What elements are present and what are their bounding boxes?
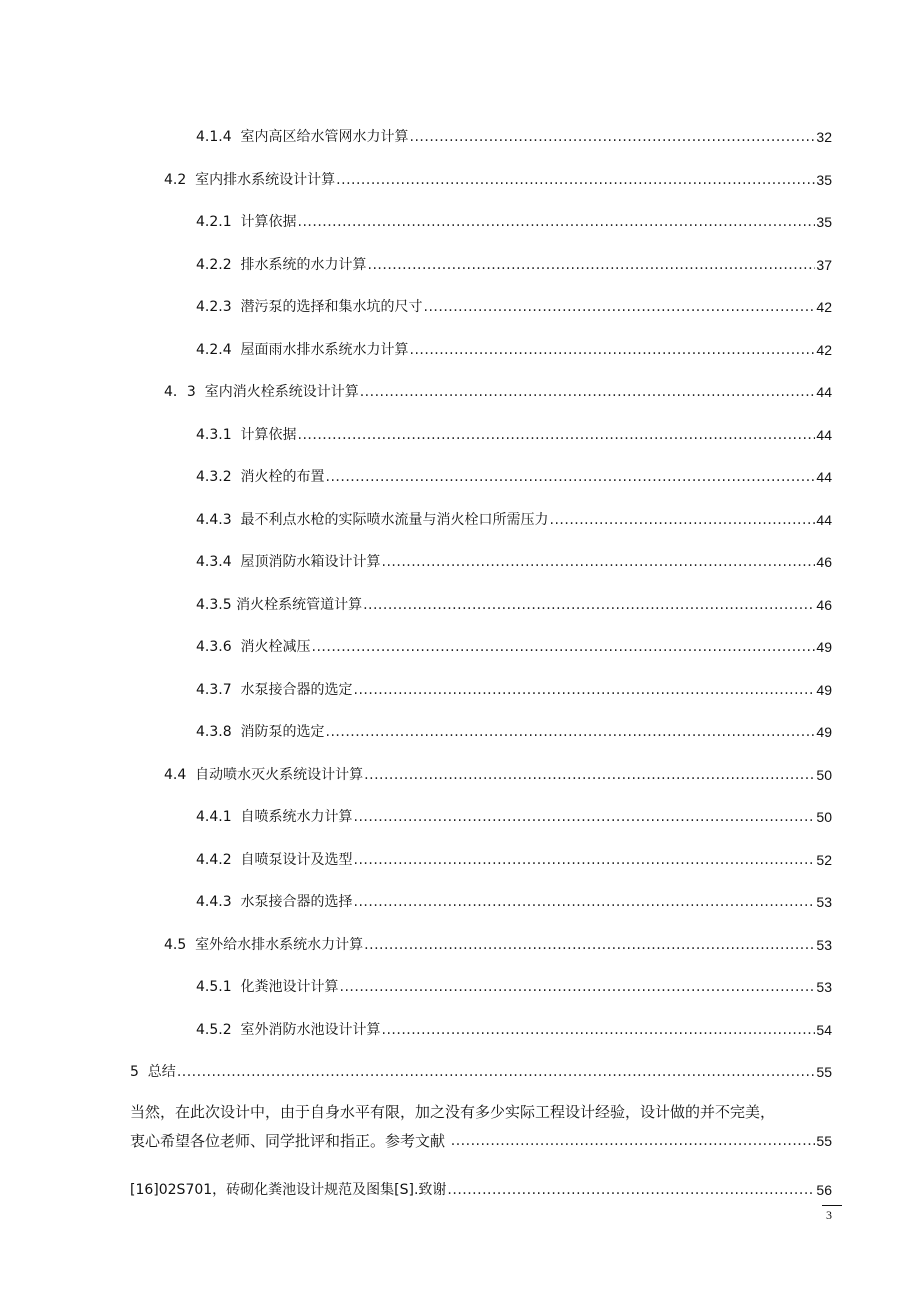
toc-entry-label: 4.3.1 计算依据 xyxy=(196,426,297,443)
toc-entry-label: 4.2.4 屋面雨水排水系统水力计算 xyxy=(196,341,409,358)
leader-dots xyxy=(364,936,815,954)
toc-entry-page: 55 xyxy=(816,1064,832,1080)
toc-entry[interactable] xyxy=(196,592,832,614)
leader-dots xyxy=(368,256,816,274)
leader-dots xyxy=(354,893,816,911)
leader-dots xyxy=(382,1021,816,1039)
toc-entry-label: 4.4.3 水泵接合器的选择 xyxy=(196,894,353,910)
leader-dots xyxy=(382,553,816,571)
toc-entry[interactable] xyxy=(196,974,832,996)
toc-entry-page: 35 xyxy=(816,171,832,188)
toc-entry-page: 32 xyxy=(816,129,832,145)
leader-dots xyxy=(360,383,816,401)
toc-entry[interactable] xyxy=(196,337,832,359)
toc-entry-label: 4.5.1 化粪池设计计算 xyxy=(196,979,339,995)
toc-entry-acknowledgement[interactable] xyxy=(130,1177,832,1199)
toc-entry-page: 49 xyxy=(816,724,832,740)
leader-dots xyxy=(364,766,815,784)
leader-dots xyxy=(326,468,816,486)
toc-entry-page: 37 xyxy=(816,256,832,273)
toc-entry-label: 4.1.4 室内高区给水管网水力计算 xyxy=(196,129,409,145)
leader-dots xyxy=(312,638,816,656)
page-number: 3 xyxy=(826,1208,832,1222)
leader-dots xyxy=(410,128,816,146)
leader-dots xyxy=(550,511,816,529)
toc-entry[interactable] xyxy=(196,507,832,529)
toc-entry[interactable] xyxy=(196,719,832,741)
toc-entry-label: [16]02S701，砖砌化粪池设计规范及图集[S].致谢 xyxy=(130,1182,447,1198)
toc-entry-page: 54 xyxy=(816,1021,832,1038)
toc-entry-page: 44 xyxy=(816,469,832,485)
toc-entry-label: 4.2.2 排水系统的水力计算 xyxy=(196,256,367,273)
toc-entry-page: 53 xyxy=(816,894,832,910)
leader-dots xyxy=(336,171,815,189)
conclusion-paragraph xyxy=(130,1098,832,1126)
toc-entry[interactable] xyxy=(196,634,832,656)
toc-entry-label: 4.5.2 室外消防水池设计计算 xyxy=(196,1021,381,1038)
toc-entry-label: 4.3.4 屋顶消防水箱设计计算 xyxy=(196,554,381,570)
toc-entry[interactable] xyxy=(196,209,832,231)
toc-entry-page: 35 xyxy=(816,214,832,230)
leader-dots xyxy=(354,808,816,826)
leader-dots xyxy=(340,978,816,996)
toc-entry-page: 42 xyxy=(816,341,832,358)
toc-entry[interactable] xyxy=(196,847,832,869)
toc-entry[interactable] xyxy=(164,932,832,954)
toc-entry-page: 52 xyxy=(816,851,832,868)
leader-dots xyxy=(410,341,816,359)
toc-entry-label: 4.4.1 自喷系统水力计算 xyxy=(196,809,353,825)
toc-entry[interactable] xyxy=(196,1017,832,1039)
toc-entry[interactable] xyxy=(196,464,832,486)
toc-entry[interactable] xyxy=(196,124,832,146)
toc-entry[interactable] xyxy=(196,422,832,444)
footer-rule xyxy=(822,1205,842,1206)
toc-entry-page: 49 xyxy=(816,639,832,655)
toc-entry[interactable] xyxy=(196,889,832,911)
leader-dots xyxy=(298,213,816,231)
leader-dots xyxy=(298,426,816,444)
toc-entry[interactable] xyxy=(164,379,832,401)
toc-entry-page: 44 xyxy=(816,384,832,400)
toc-entry-page: 44 xyxy=(816,426,832,443)
leader-dots xyxy=(451,1132,816,1150)
toc-entry-references[interactable] xyxy=(130,1128,832,1150)
toc-entry-label: 衷心希望各位老师、同学批评和指正。参考文献 xyxy=(130,1132,450,1150)
paragraph-line-1: 当然，在此次设计中，由于自身水平有限，加之没有多少实际工程设计经验，设计做的并不完美， xyxy=(130,1103,776,1121)
toc-entry-label: 4.3.5 消火栓系统管道计算 xyxy=(196,596,363,613)
leader-dots xyxy=(424,298,816,316)
toc-entry-page: 56 xyxy=(816,1182,832,1198)
toc-entry-page: 53 xyxy=(816,979,832,995)
toc-entry-page: 50 xyxy=(816,766,832,783)
toc-entry-label: 4.3.8 消防泵的选定 xyxy=(196,724,325,740)
toc-entry-page: 42 xyxy=(816,299,832,315)
toc-entry-label: 5 总结 xyxy=(130,1064,176,1080)
toc-entry-page: 53 xyxy=(816,936,832,953)
toc-entry[interactable] xyxy=(196,252,832,274)
toc-entry-label: 4.3.2 消火栓的布置 xyxy=(196,469,325,485)
toc-entry-page: 46 xyxy=(816,554,832,570)
toc-entry-page: 49 xyxy=(816,681,832,698)
toc-entry[interactable] xyxy=(196,549,832,571)
toc-entry-page: 46 xyxy=(816,596,832,613)
toc-entry[interactable] xyxy=(196,294,832,316)
leader-dots xyxy=(354,681,816,699)
toc-entry-label: 4.4.3 最不利点水枪的实际喷水流量与消火栓口所需压力 xyxy=(196,511,549,528)
leader-dots xyxy=(177,1063,816,1081)
toc-entry-label: 4.5 室外给水排水系统水力计算 xyxy=(164,936,364,953)
toc-entry[interactable] xyxy=(196,804,832,826)
toc-entry-label: 4.2.3 潜污泵的选择和集水坑的尺寸 xyxy=(196,299,423,315)
toc-entry-label: 4.3.6 消火栓减压 xyxy=(196,639,311,655)
toc-entry-page: 44 xyxy=(816,511,832,528)
toc-entry-label: 4.4 自动喷水灭火系统设计计算 xyxy=(164,766,364,783)
toc-entry[interactable] xyxy=(164,167,832,189)
toc-entry[interactable] xyxy=(130,1059,832,1081)
toc-entry-label: 4．3 室内消火栓系统设计计算 xyxy=(164,384,359,400)
leader-dots xyxy=(447,1181,815,1199)
toc-entry-page: 55 xyxy=(816,1133,832,1149)
toc-entry-page: 50 xyxy=(816,809,832,825)
leader-dots xyxy=(326,723,816,741)
toc-entry-label: 4.2 室内排水系统设计计算 xyxy=(164,171,336,188)
leader-dots xyxy=(363,596,815,614)
toc-entry-label: 4.4.2 自喷泵设计及选型 xyxy=(196,851,353,868)
toc-entry[interactable] xyxy=(196,677,832,699)
toc-entry-label: 4.3.7 水泵接合器的选定 xyxy=(196,681,353,698)
toc-entry-label: 4.2.1 计算依据 xyxy=(196,214,297,230)
leader-dots xyxy=(354,851,816,869)
toc-entry[interactable] xyxy=(164,762,832,784)
